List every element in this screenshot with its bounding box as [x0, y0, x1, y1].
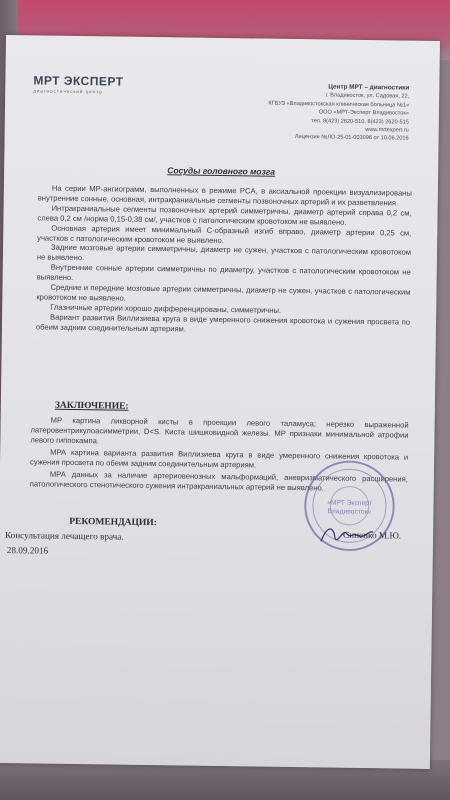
- header-line-company: ООО «МРТ-Эксперт Владивосток»: [318, 109, 410, 117]
- conclusion-paragraph: МРА данных за наличие артериовенозных мальформаций, аневризматического расширения, патологического стенотического сужения интракраниальных артерий не выявлено.: [29, 469, 408, 493]
- conclusion-heading: ЗАКЛЮЧЕНИЕ:: [54, 400, 129, 412]
- body-paragraph: Вариант развития Виллизиева круга в виде умеренного снижения кровотока и сужения просвета по обеим задним соединительным артериям.: [35, 312, 411, 334]
- conclusion-paragraph: МРА картина варианта развития Виллизиева круга в виде умеренного снижения кровотока и сужения просвета по обеим задним соединительным артериям.: [30, 447, 409, 470]
- doctor-name: Синенко М.Ю.: [343, 529, 402, 541]
- conclusion-paragraph: МР картина ликворной кисты в проекции левого таламуса; нерезко выраженной латеровентрикулоасимметрии, D<S. Киста шишковидной железы. МР признаки минимальной атрофии левого гиппокампа.: [30, 415, 409, 446]
- body-paragraph: Глазничные артерии хорошо дифференцированы, симметричны.: [50, 302, 282, 315]
- body-paragraph: Интракраниальные сегменты позвоночных артерий симметричны, диаметр артерий справа 0,2 см, слева 0,2 см /норма 0,15-0,38 см/, участков с патологическим кровотоком не выявлено.: [37, 203, 412, 227]
- report-title: Сосуды головного мозга: [167, 165, 276, 177]
- mrt-expert-logo: [33, 73, 143, 95]
- report-date: 28.09.2016: [6, 545, 49, 556]
- logo-subtitle: диагностический центр: [33, 88, 103, 95]
- header-line-center: Центр МРТ – диагностики: [328, 83, 410, 92]
- body-paragraph: Задние мозговые артерии симметричны, диаметр не сужен, участков с патологическим кровотоком не выявлено.: [36, 243, 412, 263]
- logo-text: МРТ ЭКСПЕРТ: [33, 73, 124, 89]
- header-line-website: www.mrtexpert.ru: [365, 127, 409, 134]
- consultation-text: Консультация лечащего врача.: [4, 530, 124, 542]
- recommendations-heading: РЕКОМЕНДАЦИИ:: [69, 516, 157, 529]
- body-paragraph: На серии МР-ангиограмм, выполненных в режиме PCA, в аксиальной проекции визуализированы внутренние сонные, основная, интракраниальные сегменты позвоночных артерий и их разветвления.: [37, 183, 412, 208]
- body-paragraph: Внутренние сонные артерии симметричны по диаметру, участков с патологическим кровотоком не выявлено.: [36, 262, 411, 283]
- body-paragraph: Средние и передние мозговые артерии симметричны, диаметр не сужен, участков с патологическим кровотоком не выявлено.: [36, 282, 411, 303]
- stamp-text-2: Владивосток»: [327, 508, 372, 516]
- header-line-address: г. Владивосток, ул. Садовая, 22,: [325, 92, 410, 101]
- header-line-license: Лицензия №ЛО-25-01-003096 от 10.06.2016: [294, 134, 409, 143]
- clinic-header: [189, 82, 410, 144]
- header-line-hospital: КГБУЗ «Владивостокская клиническая больница №1»: [268, 100, 410, 109]
- report-body: [36, 183, 412, 337]
- header-line-phone: тел. 8(423) 2620-510, 8(423) 2620-515: [311, 117, 409, 126]
- document-page: [0, 35, 440, 769]
- body-paragraph: Основная артерия имеет минимальный С-образный изгиб вправо, диаметр артерии 0,25 см, участков с патологическим кровотоком не выявлено.: [37, 223, 412, 245]
- stamp-text: «МРТ Эксперт: [327, 499, 372, 508]
